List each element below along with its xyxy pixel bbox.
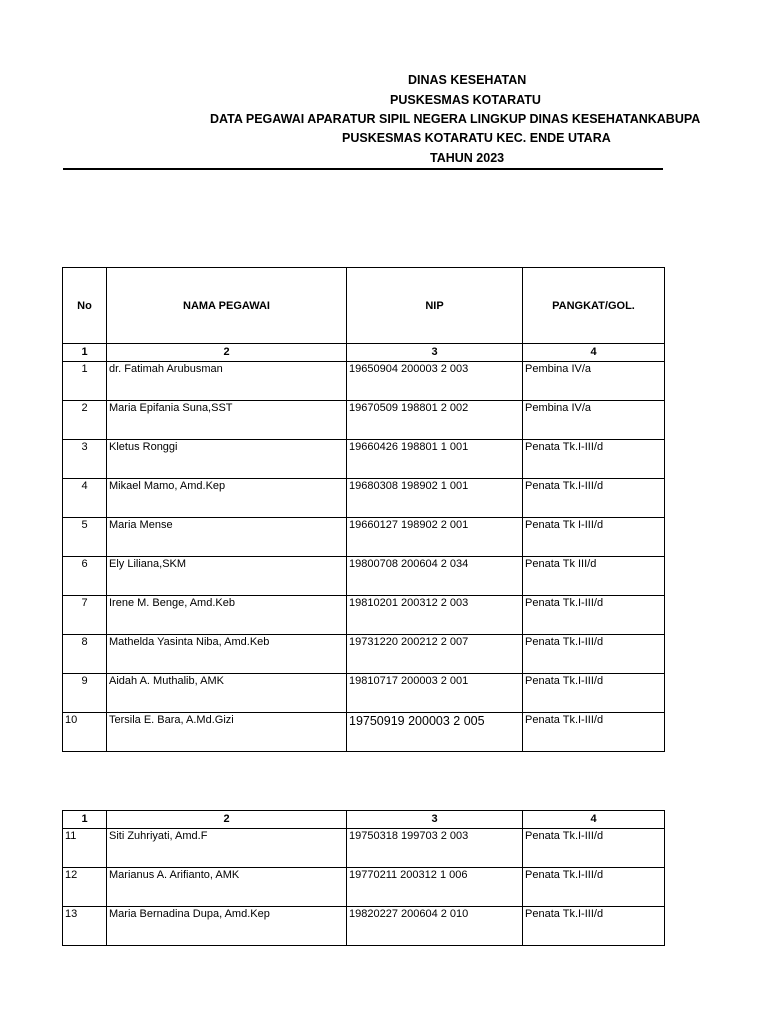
cell-pangkat: Penata Tk.I-III/d (523, 868, 665, 907)
col-header-pangkat: PANGKAT/GOL. (523, 268, 665, 344)
col-number-1: 1 (63, 811, 107, 829)
cell-nama: Maria Mense (107, 518, 347, 557)
cell-no: 3 (63, 440, 107, 479)
cell-no: 8 (63, 635, 107, 674)
employee-table (62, 267, 665, 752)
cell-nama: Ely Liliana,SKM (107, 557, 347, 596)
cell-no: 6 (63, 557, 107, 596)
table-row (63, 401, 665, 440)
cell-nip: 19810201 200312 2 003 (347, 596, 523, 635)
table-row (63, 907, 665, 946)
cell-no: 10 (63, 713, 107, 752)
table-row (63, 868, 665, 907)
cell-nama: Tersila E. Bara, A.Md.Gizi (107, 713, 347, 752)
cell-nip: 19800708 200604 2 034 (347, 557, 523, 596)
cell-nip: 19650904 200003 2 003 (347, 362, 523, 401)
column-number-row (63, 811, 665, 829)
cell-pangkat: Penata Tk.I-III/d (523, 635, 665, 674)
cell-pangkat: Penata Tk.I-III/d (523, 713, 665, 752)
col-number-4: 4 (523, 344, 665, 362)
title-kecamatan: PUSKESMAS KOTARATU KEC. ENDE UTARA (342, 131, 611, 145)
cell-nama: Aidah A. Muthalib, AMK (107, 674, 347, 713)
cell-pangkat: Penata Tk.I-III/d (523, 440, 665, 479)
col-number-3: 3 (347, 344, 523, 362)
table-row (63, 713, 665, 752)
cell-no: 5 (63, 518, 107, 557)
title-data-pegawai: DATA PEGAWAI APARATUR SIPIL NEGERA LINGKUP DINAS KESEHATANKABUPA (210, 112, 701, 126)
cell-no: 1 (63, 362, 107, 401)
cell-pangkat: Penata Tk.I-III/d (523, 907, 665, 946)
cell-no: 2 (63, 401, 107, 440)
cell-nip: 19770211 200312 1 006 (347, 868, 523, 907)
table-row (63, 479, 665, 518)
cell-nama: Maria Epifania Suna,SST (107, 401, 347, 440)
table-row (63, 674, 665, 713)
cell-pangkat: Penata Tk.I-III/d (523, 829, 665, 868)
cell-nip: 19820227 200604 2 010 (347, 907, 523, 946)
title-tahun: TAHUN 2023 (430, 151, 505, 165)
cell-nip: 19660127 198902 2 001 (347, 518, 523, 557)
cell-no: 12 (63, 868, 107, 907)
table-row (63, 829, 665, 868)
col-number-1: 1 (63, 344, 107, 362)
col-number-2: 2 (107, 811, 347, 829)
column-number-row (63, 344, 665, 362)
cell-pangkat: Penata Tk.I-III/d (523, 596, 665, 635)
table-row (63, 557, 665, 596)
table-row (63, 518, 665, 557)
cell-nama: Maria Bernadina Dupa, Amd.Kep (107, 907, 347, 946)
cell-pangkat: Pembina IV/a (523, 362, 665, 401)
col-number-4: 4 (523, 811, 665, 829)
cell-no: 13 (63, 907, 107, 946)
table-header-row (63, 268, 665, 344)
col-header-no: No (63, 268, 107, 344)
cell-nip: 19660426 198801 1 001 (347, 440, 523, 479)
cell-no: 9 (63, 674, 107, 713)
col-header-nama: NAMA PEGAWAI (107, 268, 347, 344)
table-row (63, 440, 665, 479)
cell-nama: Mathelda Yasinta Niba, Amd.Keb (107, 635, 347, 674)
cell-pangkat: Penata Tk.I-III/d (523, 479, 665, 518)
header-divider (63, 168, 663, 170)
cell-no: 7 (63, 596, 107, 635)
cell-nama: dr. Fatimah Arubusman (107, 362, 347, 401)
cell-no: 4 (63, 479, 107, 518)
col-number-2: 2 (107, 344, 347, 362)
col-number-3: 3 (347, 811, 523, 829)
cell-no: 11 (63, 829, 107, 868)
cell-pangkat: Pembina IV/a (523, 401, 665, 440)
col-header-nip: NIP (347, 268, 523, 344)
cell-nip: 19810717 200003 2 001 (347, 674, 523, 713)
table-row (63, 596, 665, 635)
cell-nama: Marianus A. Arifianto, AMK (107, 868, 347, 907)
cell-nama: Kletus Ronggi (107, 440, 347, 479)
cell-nama: Siti Zuhriyati, Amd.F (107, 829, 347, 868)
cell-nama: Irene M. Benge, Amd.Keb (107, 596, 347, 635)
cell-nama: Mikael Mamo, Amd.Kep (107, 479, 347, 518)
cell-nip: 19731220 200212 2 007 (347, 635, 523, 674)
cell-pangkat: Penata Tk I-III/d (523, 518, 665, 557)
cell-nip: 19680308 198902 1 001 (347, 479, 523, 518)
title-puskesmas: PUSKESMAS KOTARATU (390, 93, 541, 107)
cell-nip: 19750318 199703 2 003 (347, 829, 523, 868)
table-row (63, 362, 665, 401)
cell-pangkat: Penata Tk.I-III/d (523, 674, 665, 713)
employee-table-continued (62, 810, 665, 946)
cell-nip: 19670509 198801 2 002 (347, 401, 523, 440)
cell-nip: 19750919 200003 2 005 (347, 713, 523, 752)
table-row (63, 635, 665, 674)
cell-pangkat: Penata Tk III/d (523, 557, 665, 596)
title-dinas: DINAS KESEHATAN (408, 73, 527, 87)
